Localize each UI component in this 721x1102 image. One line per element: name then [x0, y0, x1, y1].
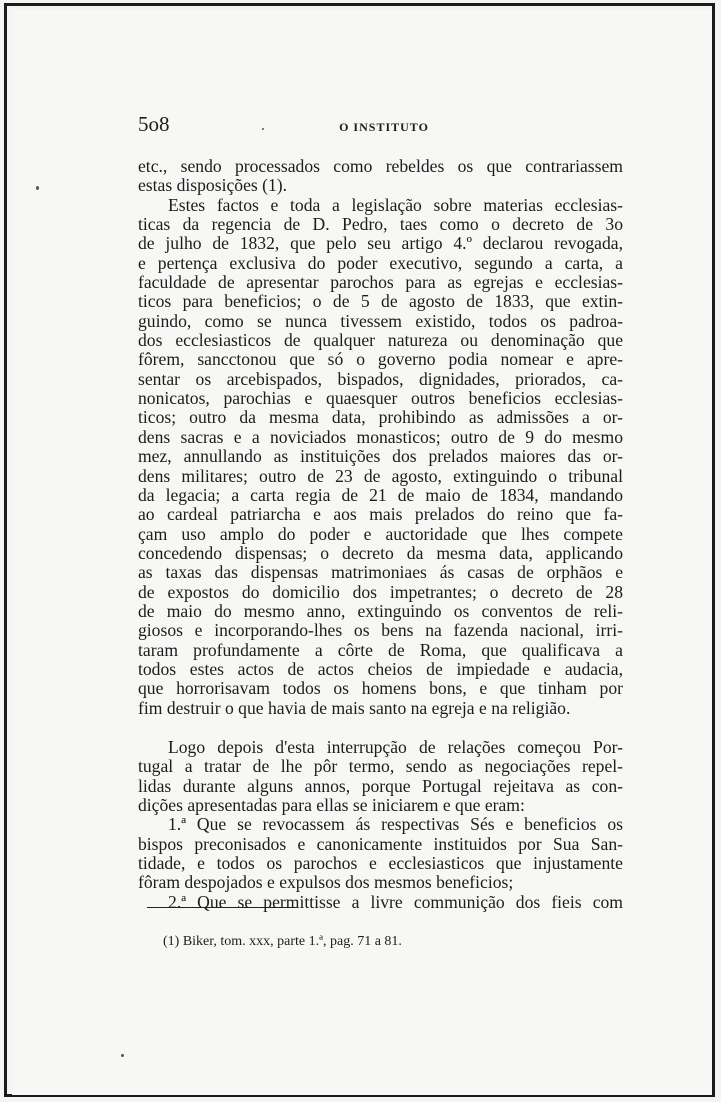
scan-speck	[36, 186, 39, 190]
text-line: concedendo dispensas; o decreto da mesma data, applicando	[138, 542, 623, 563]
scan-speck	[262, 128, 264, 130]
text-line: giosos e incorporando-lhes os bens na fazenda nacional, irri-	[138, 620, 623, 641]
text-line: 2.ª Que se permittisse a livre communição dos fieis com	[168, 891, 623, 912]
text-line: dens sacras e a noviciados monasticos; outro de 9 do mesmo	[138, 426, 623, 447]
text-line: estas disposições (1).	[138, 175, 288, 196]
footnote: (1) Biker, tom. xxx, parte 1.ª, pag. 71 a 81.	[163, 934, 402, 949]
text-line: ticos para beneficios; o de 5 de agosto de 1833, que extin-	[138, 291, 623, 312]
text-line: Estes factos e toda a legislação sobre materias ecclesias-	[168, 194, 623, 215]
text-line: fôram despojados e expulsos dos mesmos beneficios;	[138, 872, 514, 893]
text-line: e pertença exclusiva do poder executivo, segundo a carta, a	[138, 252, 623, 273]
text-line: nonicatos, parochias e quaesquer outros beneficios ecclesias-	[138, 388, 623, 409]
text-line: bispos preconisados e canonicamente instituidos por Sua San-	[138, 833, 623, 854]
text-line: de expostos do domicilio dos impetrantes; o decreto de 28	[138, 581, 623, 602]
text-line: faculdade de apresentar parochos para as egrejas e ecclesias-	[138, 272, 623, 293]
text-line: taram profundamente a côrte de Roma, que qualificava a	[138, 639, 623, 660]
scan-speck	[121, 1054, 124, 1057]
text-line: mez, annullando as instituições dos prelados maiores das or-	[138, 446, 623, 467]
text-line: de julho de 1832, que pelo seu artigo 4.º declarou revogada,	[138, 233, 623, 254]
text-line: sentar os arcebispados, bispados, dignidades, priorados, ca-	[138, 368, 623, 389]
text-line: tidade, e todos os parochos e ecclesiasticos que injustamente	[138, 853, 623, 874]
text-line: ao cardeal patriarcha e aos mais prelados do reino que fa-	[138, 504, 623, 525]
text-line: lidas durante alguns annos, porque Portugal rejeitava as con-	[138, 775, 623, 796]
paragraph-1	[138, 157, 623, 196]
text-line: ticas da regencia de D. Pedro, taes como o decreto de 3o	[138, 214, 623, 235]
paragraph-3	[138, 738, 623, 815]
paragraph-2	[138, 196, 623, 718]
text-line: da legacia; a carta regia de 21 de maio de 1834, mandando	[138, 484, 623, 505]
text-line: ticos; outro da mesma data, prohibindo as admissões a or-	[138, 407, 623, 428]
text-line: dições apresentadas para ellas se iniciarem e que eram:	[138, 795, 525, 815]
text-line: guindo, como se nunca tivessem existido, todos os padroa-	[138, 310, 623, 331]
text-line: tugal a tratar de lhe pôr termo, sendo as negociações repel-	[138, 756, 623, 777]
footnote-rule	[147, 907, 297, 908]
text-line: as taxas das dispensas matrimoniaes ás casas de orphãos e	[138, 562, 623, 583]
paragraph-4	[138, 815, 623, 892]
page-number: 5o8	[138, 112, 170, 136]
text-line: que horrorisavam todos os homens bons, e que tinham por	[138, 678, 623, 699]
text-line: dos ecclesiasticos de qualquer natureza ou denominação que	[138, 330, 623, 351]
text-line: Logo depois d'esta interrupção de relações começou Por-	[168, 736, 623, 757]
text-line: todos estes actos de actos cheios de impiedade e audacia,	[138, 658, 623, 679]
running-title: O INSTITUTO	[339, 120, 429, 134]
page-header	[138, 112, 630, 138]
text-line: fim destruir o que havia de mais santo na egreja e na religião.	[138, 697, 571, 718]
text-line: çam uso amplo do poder e auctoridade que lhes compete	[138, 523, 623, 544]
text-line: de maio do mesmo anno, extinguindo os conventos de reli-	[138, 600, 623, 621]
paragraph-gap	[138, 718, 623, 738]
text-line: 1.ª Que se revocassem ás respectivas Sés e beneficios os	[168, 814, 623, 835]
text-line: fôrem, sancctonou que só o governo podia nomear e apre-	[138, 349, 623, 370]
text-line: dens militares; outro de 23 de agosto, extinguindo o tribunal	[138, 465, 623, 486]
paragraph-5	[138, 893, 623, 912]
text-line: etc., sendo processados como rebeldes os que contrariassem	[138, 156, 623, 176]
body-text	[138, 157, 623, 912]
